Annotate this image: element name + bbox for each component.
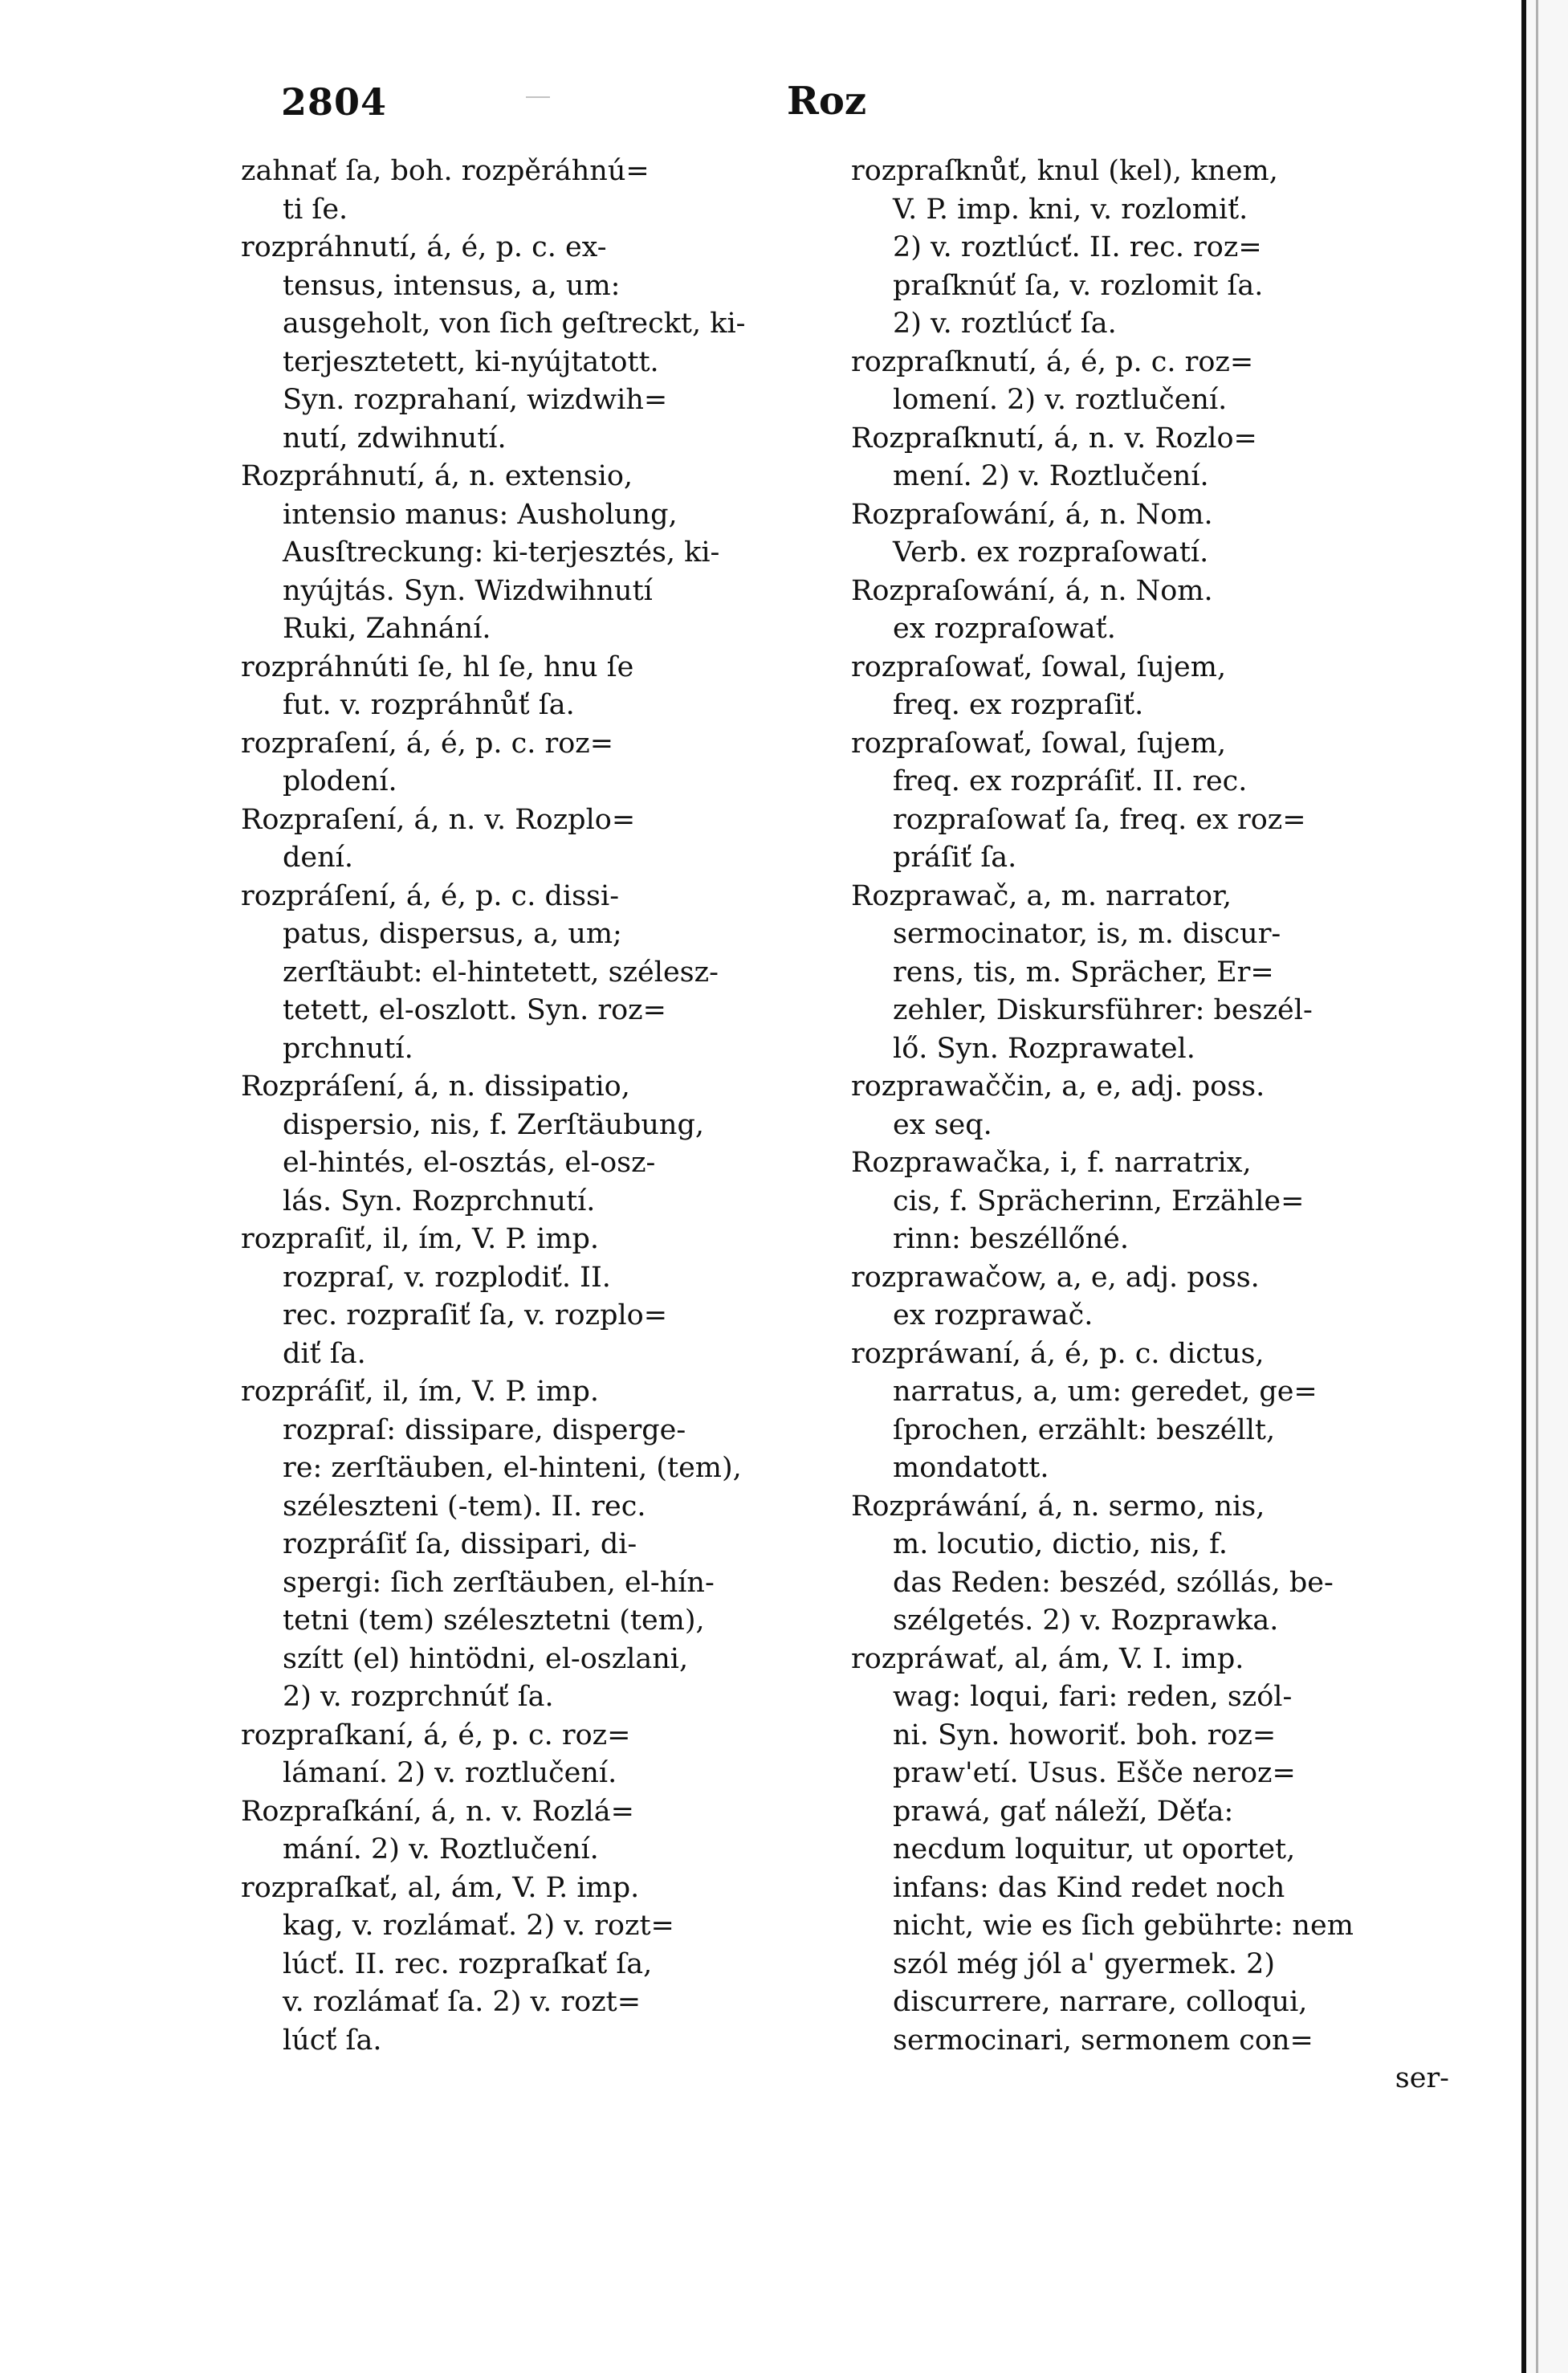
- dictionary-line: kag, v. rozlámať. 2) v. rozt=: [283, 1910, 674, 1942]
- dictionary-line: prchnutí.: [283, 1032, 413, 1065]
- dictionary-line: m. locutio, dictio, nis, f.: [893, 1528, 1228, 1560]
- left-column: [241, 153, 827, 2060]
- dictionary-line: rozpraſowať, ſowal, ſujem,: [851, 727, 1227, 760]
- dictionary-line: diť ſa.: [283, 1337, 366, 1370]
- dictionary-line: rozpráhnutí, á, é, p. c. ex-: [241, 231, 607, 263]
- dictionary-line: rinn: beszéllőné.: [893, 1223, 1129, 1255]
- dictionary-line: sermocinator, is, m. discur-: [893, 918, 1281, 950]
- dictionary-line: rozpraſknutí, á, é, p. c. roz=: [851, 345, 1254, 378]
- dictionary-line: nicht, wie es ſich gebührte: nem: [893, 1910, 1354, 1942]
- dictionary-line: freq. ex rozpráſiť. II. rec.: [893, 765, 1248, 797]
- dictionary-line: wag: loqui, fari: reden, szól-: [893, 1681, 1293, 1713]
- dictionary-line: sermocinari, sermonem con=: [893, 2024, 1313, 2057]
- dictionary-line: intensio manus: Ausholung,: [283, 498, 678, 531]
- dictionary-line: spergi: ſich zerſtäuben, el-hín-: [283, 1566, 715, 1599]
- dictionary-line: Rozpraſkání, á, n. v. Rozlá=: [241, 1795, 634, 1828]
- dictionary-line: Rozprawačka, i, f. narratrix,: [851, 1147, 1252, 1179]
- dictionary-line: tensus, intensus, a, um:: [283, 269, 621, 302]
- dictionary-line: ex rozprawač.: [893, 1299, 1094, 1331]
- dictionary-line: Rozprawač, a, m. narrator,: [851, 879, 1232, 912]
- dictionary-line: mení. 2) v. Roztlučení.: [893, 460, 1209, 492]
- dictionary-line: das Reden: beszéd, szóllás, be-: [893, 1566, 1334, 1599]
- dictionary-line: 2) v. roztlúcť. II. rec. roz=: [893, 231, 1262, 263]
- dictionary-line: rozpraſkaní, á, é, p. c. roz=: [241, 1719, 631, 1751]
- dictionary-line: ti ſe.: [283, 193, 348, 226]
- dictionary-line: Rozpráſení, á, n. dissipatio,: [241, 1070, 630, 1103]
- dictionary-line: Rozpráhnutí, á, n. extensio,: [241, 460, 633, 492]
- dictionary-line: praw'etí. Usus. Ešče neroz=: [893, 1757, 1296, 1789]
- dictionary-line: ſprochen, erzählt: beszéllt,: [893, 1413, 1276, 1446]
- dictionary-line: ex seq.: [893, 1108, 992, 1141]
- dictionary-line: el-hintés, el-osztás, el-osz-: [283, 1147, 656, 1179]
- dictionary-line: dení.: [283, 842, 353, 874]
- dictionary-line: Verb. ex rozpraſowatí.: [893, 536, 1209, 569]
- dictionary-line: Rozpraſowání, á, n. Nom.: [851, 498, 1213, 531]
- dictionary-line: zahnať ſa, boh. rozpěráhnú=: [241, 155, 650, 187]
- scan-mark: [526, 96, 550, 98]
- dictionary-line: fut. v. rozpráhnůť ſa.: [283, 689, 575, 721]
- page-header: [281, 72, 1453, 137]
- dictionary-line: rozprawaččin, a, e, adj. poss.: [851, 1070, 1265, 1103]
- dictionary-line: rozpraſowať, ſowal, ſujem,: [851, 650, 1227, 683]
- dictionary-line: rozpráſení, á, é, p. c. dissi-: [241, 879, 620, 912]
- dictionary-line: mondatott.: [893, 1452, 1049, 1484]
- dictionary-line: lúcť. II. rec. rozpraſkať ſa,: [283, 1947, 653, 1980]
- dictionary-line: lomení. 2) v. roztlučení.: [893, 384, 1228, 416]
- dictionary-line: dispersio, nis, f. Zerſtäubung,: [283, 1108, 704, 1141]
- dictionary-line: ex rozpraſowať.: [893, 613, 1116, 645]
- dictionary-line: praſknúť ſa, v. rozlomit ſa.: [893, 269, 1264, 302]
- dictionary-line: szélgetés. 2) v. Rozprawka.: [893, 1604, 1279, 1637]
- dictionary-line: mání. 2) v. Roztlučení.: [283, 1833, 599, 1865]
- binding-edge: [1521, 0, 1568, 2373]
- dictionary-line: plodení.: [283, 765, 397, 797]
- dictionary-line: lő. Syn. Rozprawatel.: [893, 1032, 1195, 1065]
- dictionary-line: V. P. imp. kni, v. rozlomiť.: [893, 193, 1248, 226]
- dictionary-line: rozpraſení, á, é, p. c. roz=: [241, 727, 614, 760]
- dictionary-line: zehler, Diskursführer: beszél-: [893, 994, 1313, 1026]
- dictionary-line: freq. ex rozpraſiť.: [893, 689, 1144, 721]
- dictionary-line: ausgeholt, von ſich geſtreckt, ki-: [283, 308, 746, 340]
- dictionary-line: zerſtäubt: el-hintetett, szélesz-: [283, 956, 719, 989]
- dictionary-line: re: zerſtäuben, el-hinteni, (tem),: [283, 1452, 742, 1484]
- dictionary-line: Rozpraſení, á, n. v. Rozplo=: [241, 803, 636, 836]
- dictionary-line: prawá, gať náleží, Děťa:: [893, 1795, 1234, 1828]
- dictionary-line: Syn. rozprahaní, wizdwih=: [283, 384, 668, 416]
- dictionary-line: rozpráſiť, il, ím, V. P. imp.: [241, 1376, 600, 1408]
- dictionary-line: rens, tis, m. Sprächer, Er=: [893, 956, 1274, 989]
- dictionary-line: ni. Syn. howoriť. boh. roz=: [893, 1719, 1277, 1751]
- dictionary-line: terjesztetett, ki-nyújtatott.: [283, 345, 659, 378]
- dictionary-line: rozpráſiť ſa, dissipari, di-: [283, 1528, 637, 1560]
- dictionary-line: necdum loquitur, ut oportet,: [893, 1833, 1296, 1865]
- dictionary-line: rozpráwaní, á, é, p. c. dictus,: [851, 1337, 1265, 1370]
- dictionary-line: rozpráhnúti ſe, hl ſe, hnu ſe: [241, 650, 634, 683]
- dictionary-line: rozpráwať, al, ám, V. I. imp.: [851, 1642, 1244, 1675]
- dictionary-line: rec. rozpraſiť ſa, v. rozplo=: [283, 1299, 668, 1331]
- dictionary-line: nutí, zdwihnutí.: [283, 422, 507, 455]
- dictionary-line: Ausſtreckung: ki-terjesztés, ki-: [283, 536, 720, 569]
- dictionary-line: discurrere, narrare, colloqui,: [893, 1986, 1308, 2018]
- dictionary-line: 2) v. roztlúcť ſa.: [893, 308, 1117, 340]
- dictionary-line: práſiť ſa.: [893, 842, 1017, 874]
- dictionary-line: szítt (el) hintödni, el-oszlani,: [283, 1642, 689, 1675]
- dictionary-line: rozprawačow, a, e, adj. poss.: [851, 1261, 1260, 1294]
- dictionary-line: 2) v. rozprchnúť ſa.: [283, 1681, 554, 1713]
- running-head: Roz: [787, 79, 867, 124]
- dictionary-line: rozpraſ, v. rozplodiť. II.: [283, 1261, 611, 1294]
- right-column: [851, 153, 1473, 2098]
- dictionary-line: rozpraſ: dissipare, disperge-: [283, 1413, 686, 1446]
- dictionary-line: Rozpraſowání, á, n. Nom.: [851, 574, 1213, 607]
- dictionary-line: tetni (tem) szélesztetni (tem),: [283, 1604, 705, 1637]
- page-number: 2804: [281, 80, 388, 124]
- dictionary-line: lás. Syn. Rozprchnutí.: [283, 1184, 596, 1217]
- dictionary-line: rozpraſkať, al, ám, V. P. imp.: [241, 1871, 640, 1904]
- dictionary-line: rozpraſiť, il, ím, V. P. imp.: [241, 1223, 600, 1255]
- dictionary-line: rozpraſowať ſa, freq. ex roz=: [893, 803, 1306, 836]
- dictionary-line: lámaní. 2) v. roztlučení.: [283, 1757, 617, 1789]
- dictionary-line: narratus, a, um: geredet, ge=: [893, 1376, 1318, 1408]
- dictionary-line: Ruki, Zahnání.: [283, 613, 491, 645]
- catchword: ser-: [1395, 2062, 1449, 2094]
- dictionary-line: v. rozlámať ſa. 2) v. rozt=: [283, 1986, 641, 2018]
- dictionary-line: szól még jól a' gyermek. 2): [893, 1947, 1275, 1980]
- dictionary-line: tetett, el-oszlott. Syn. roz=: [283, 994, 666, 1026]
- dictionary-line: Rozpraſknutí, á, n. v. Rozlo=: [851, 422, 1257, 455]
- dictionary-line: patus, dispersus, a, um;: [283, 918, 622, 950]
- dictionary-line: infans: das Kind redet noch: [893, 1871, 1285, 1904]
- dictionary-line: széleszteni (-tem). II. rec.: [283, 1490, 646, 1523]
- dictionary-line: nyújtás. Syn. Wizdwihnutí: [283, 574, 653, 607]
- dictionary-line: lúcť ſa.: [283, 2024, 382, 2057]
- dictionary-line: rozpraſknůť, knul (kel), knem,: [851, 155, 1278, 187]
- dictionary-line: Rozpráwání, á, n. sermo, nis,: [851, 1490, 1265, 1523]
- dictionary-line: cis, f. Sprächerinn, Erzähle=: [893, 1184, 1305, 1217]
